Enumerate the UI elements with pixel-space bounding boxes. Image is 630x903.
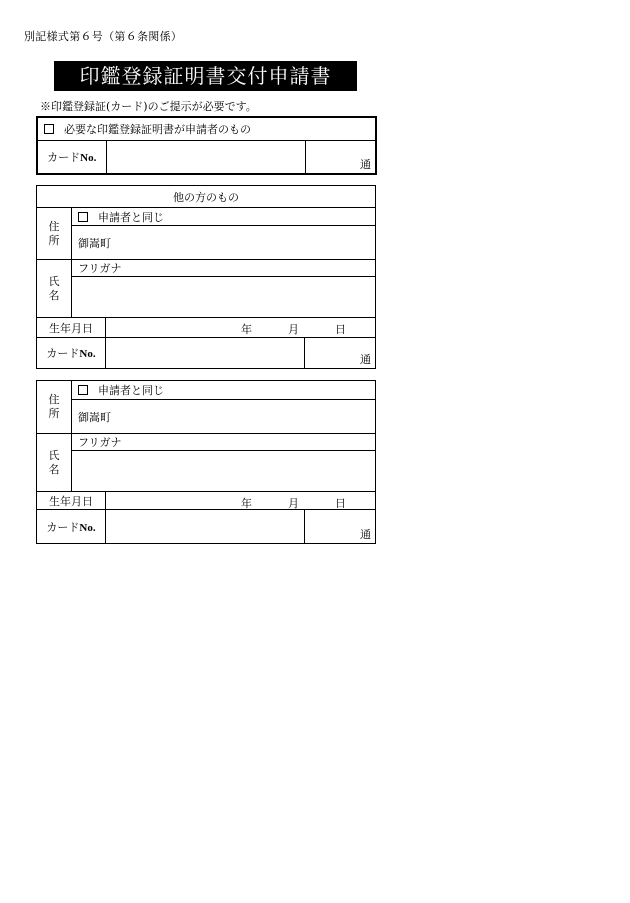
name-label: 氏 名 xyxy=(37,434,72,492)
form-reference: 別記様式第６号（第６条関係） xyxy=(24,30,183,43)
self-checkbox[interactable] xyxy=(44,124,54,134)
card-number-label: カードNo. xyxy=(37,510,106,544)
card-number-field[interactable] xyxy=(106,338,305,369)
address-label: 住 所 xyxy=(37,208,72,260)
day-unit: 日 xyxy=(335,497,346,510)
address-field[interactable] xyxy=(72,226,376,260)
furigana-label: フリガナ xyxy=(78,436,122,449)
card-number-label: カードNo. xyxy=(37,140,106,174)
copies-unit: 通 xyxy=(360,158,372,171)
month-unit: 月 xyxy=(288,323,299,336)
birthdate-field[interactable] xyxy=(106,492,376,510)
month-unit: 月 xyxy=(288,497,299,510)
self-check-label: 必要な印鑑登録証明書が申請者のもの xyxy=(64,122,251,136)
other-person-table-2 xyxy=(36,380,376,544)
year-unit: 年 xyxy=(241,497,252,510)
copies-unit: 通 xyxy=(360,353,371,366)
address-value: 御嵩町 xyxy=(78,410,111,424)
copies-field[interactable] xyxy=(305,140,376,174)
address-value: 御嵩町 xyxy=(78,236,111,250)
copies-unit: 通 xyxy=(360,528,371,541)
copies-field[interactable] xyxy=(305,338,376,369)
card-number-field[interactable] xyxy=(106,510,305,544)
card-notice: ※印鑑登録証(カード)のご提示が必要です。 xyxy=(40,100,257,113)
same-address-label: 申請者と同じ xyxy=(98,210,164,224)
birthdate-label: 生年月日 xyxy=(37,492,106,510)
furigana-label: フリガナ xyxy=(78,262,122,275)
address-field[interactable] xyxy=(72,400,376,434)
furigana-field[interactable] xyxy=(72,260,376,277)
copies-field[interactable] xyxy=(305,510,376,544)
same-address-label: 申請者と同じ xyxy=(98,384,164,397)
page-title: 印鑑登録証明書交付申請書 xyxy=(54,61,357,91)
card-number-label: カードNo. xyxy=(37,338,106,369)
address-label: 住 所 xyxy=(37,381,72,434)
same-address-checkbox[interactable] xyxy=(78,385,88,395)
same-address-checkbox[interactable] xyxy=(78,212,88,222)
birthdate-label: 生年月日 xyxy=(37,318,106,338)
self-check-row[interactable] xyxy=(37,117,376,140)
day-unit: 日 xyxy=(335,323,346,336)
other-person-table-1 xyxy=(36,185,376,369)
name-label: 氏 名 xyxy=(37,260,72,318)
card-number-field[interactable] xyxy=(106,140,305,174)
year-unit: 年 xyxy=(241,323,252,336)
birthdate-field[interactable] xyxy=(106,318,376,338)
name-field[interactable] xyxy=(72,277,376,318)
furigana-field[interactable] xyxy=(72,434,376,451)
others-header: 他の方のもの xyxy=(37,186,376,208)
name-field[interactable] xyxy=(72,451,376,492)
self-request-table xyxy=(36,116,377,175)
same-as-applicant-row[interactable] xyxy=(72,381,376,400)
same-as-applicant-row[interactable] xyxy=(72,208,376,226)
